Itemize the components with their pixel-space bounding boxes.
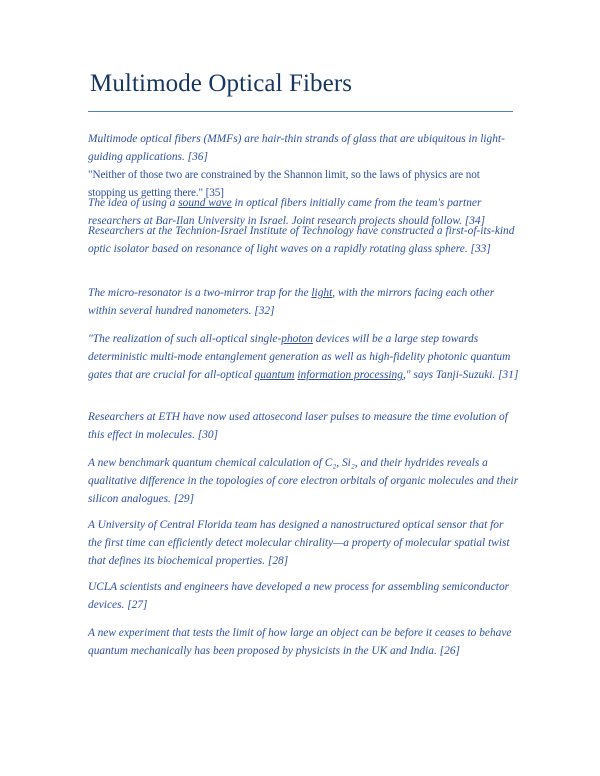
text-run: The micro-resonator is a two-mirror trap for the xyxy=(88,287,312,299)
paragraph-ucla xyxy=(88,578,520,614)
paragraph-mmf xyxy=(88,130,520,166)
paragraph-micro-resonator xyxy=(88,284,520,320)
text-run: devices will be a large step towards deterministic multi-mode entanglement generation as well as high-fidelity photonic quantum gates that are crucial for all-optical xyxy=(88,333,511,382)
link-sound-wave[interactable]: sound wave xyxy=(178,197,232,209)
link-information-processing[interactable]: information processing xyxy=(297,369,403,382)
link-photon[interactable]: photon xyxy=(281,333,313,345)
text-run: Researchers at the Technion-Israel Institute of Technology have constructed a first-of-its-kind optic isolator based on resonance of light waves on a rapidly rotating glass sphere. [33] xyxy=(88,225,515,256)
text-run: The idea of using a xyxy=(88,197,179,209)
link-light[interactable]: light xyxy=(311,287,333,299)
text-run: "Neither of those two are constrained by the Shannon limit, so the laws of physics are not stopping us getting there." [35] xyxy=(88,169,480,200)
paragraph-technion xyxy=(88,222,520,258)
text-run: Multimode optical fibers (MMFs) are hair-thin strands of glass that are ubiquitous in light-guiding applications. [36] xyxy=(88,133,505,164)
text-run: A new benchmark quantum chemical calculation of C₂, Si₂, and their hydrides reveals a qualitative difference in the topologies of core electron orbitals of organic molecules and their silicon analogues. [29] xyxy=(88,457,519,506)
paragraph-ucf xyxy=(88,516,520,571)
paragraph-single-photon xyxy=(88,330,520,385)
text-run: ," says Tanji-Suzuki. [31] xyxy=(402,369,519,382)
text-run: Researchers at ETH have now used attosecond laser pulses to measure the time evolution of this effect in molecules. [30] xyxy=(88,411,508,442)
text-run: in optical fibers initially came from the team's partner researchers at Bar-Ilan University in Israel. Joint research projects should follow. [34] xyxy=(88,197,486,228)
paragraph-eth xyxy=(88,408,520,444)
text-run: , with the mirrors facing each other within several hundred nanometers. [32] xyxy=(88,287,495,318)
paragraph-experiment xyxy=(88,624,520,660)
text-run: A new experiment that tests the limit of how large an object can be before it ceases to behave quantum mechanically has been proposed by physicists in the UK and India. [26] xyxy=(88,627,512,658)
text-run: "The realization of such all-optical single- xyxy=(88,333,282,345)
page-title: Multimode Optical Fibers xyxy=(90,70,353,97)
text-run: A University of Central Florida team has designed a nanostructured optical sensor that for the first time can efficiently detect molecular chirality—a property of molecular spatial twist that defines its biochemical properties. [28] xyxy=(88,519,510,568)
paragraph-benchmark xyxy=(88,454,520,509)
text-run: UCLA scientists and engineers have developed a new process for assembling semiconductor devices. [27] xyxy=(88,581,510,612)
link-quantum[interactable]: quantum xyxy=(254,369,295,382)
title-divider xyxy=(88,111,513,112)
